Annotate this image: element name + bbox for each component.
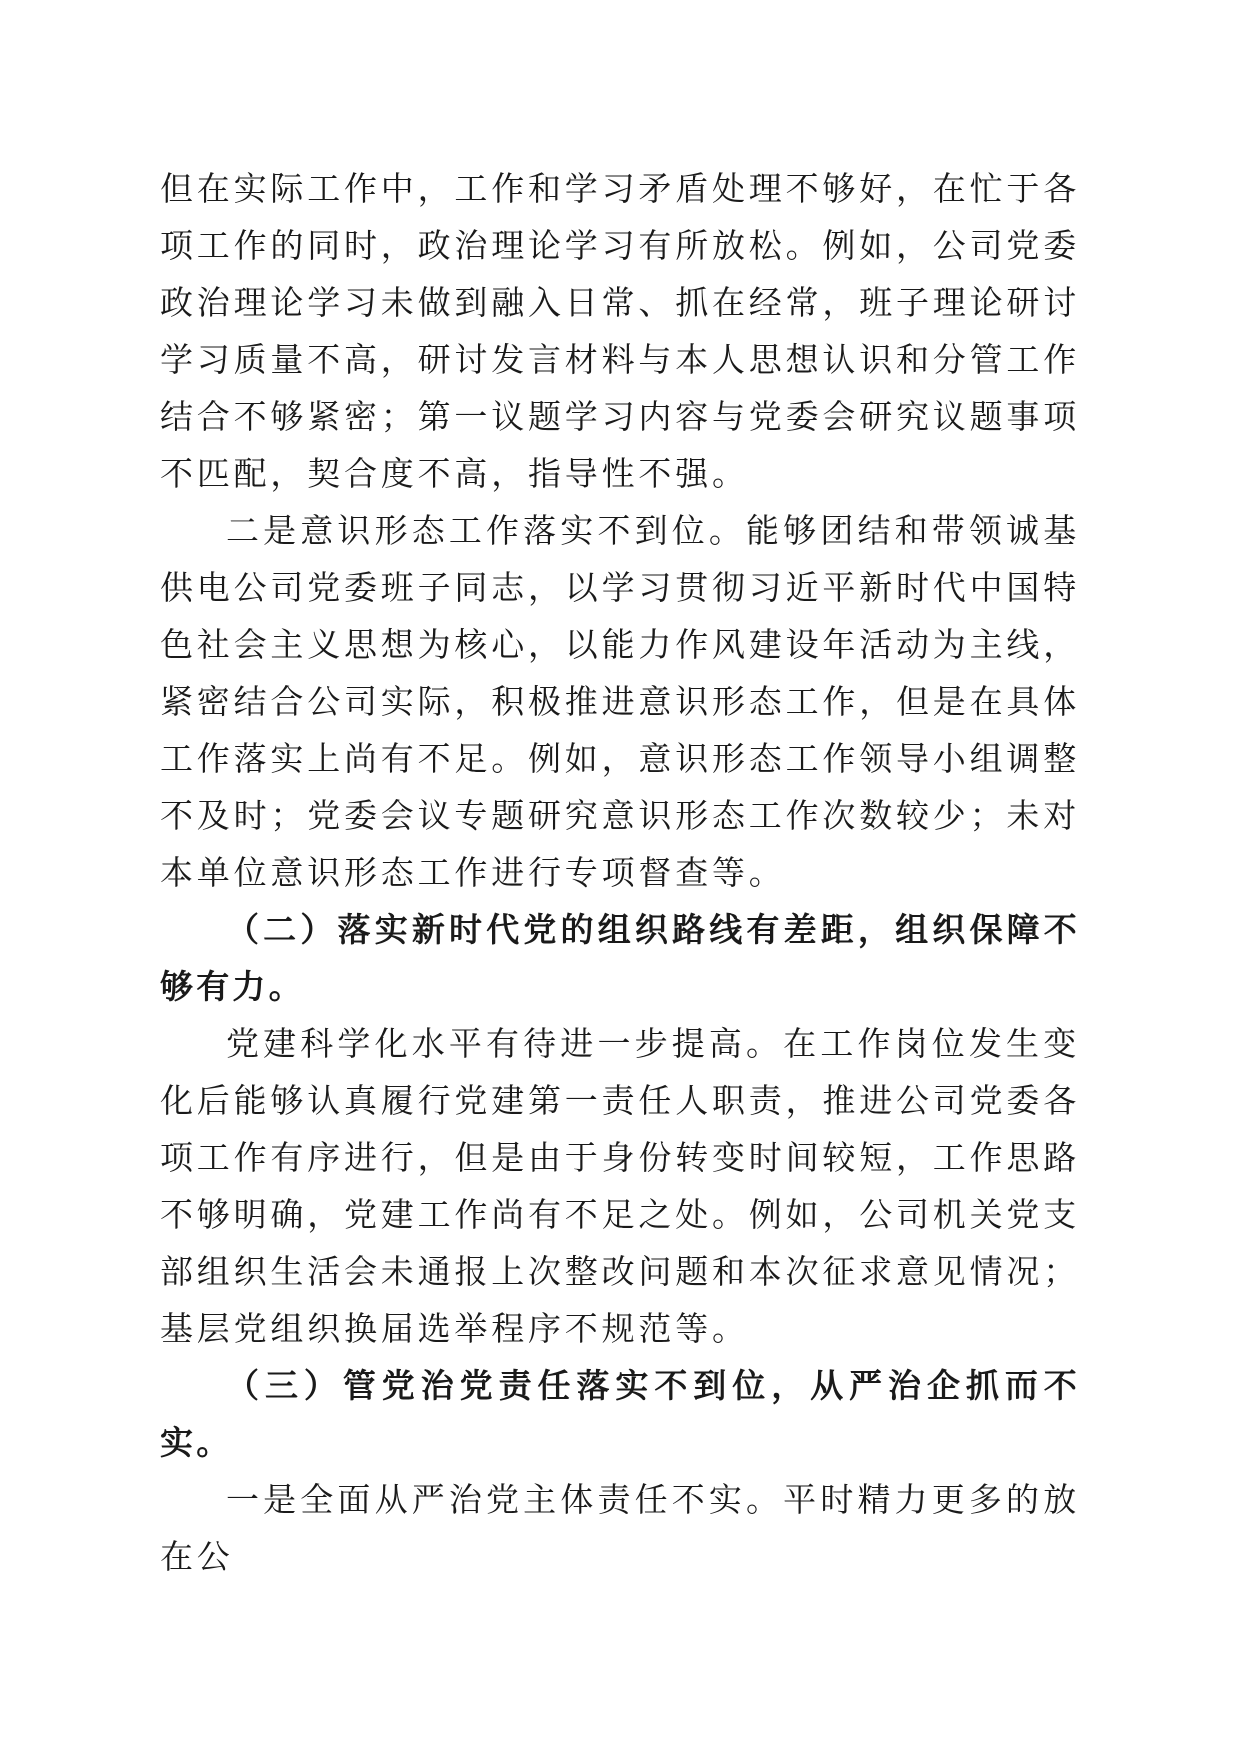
body-paragraph-1: 但在实际工作中，工作和学习矛盾处理不够好，在忙于各项工作的同时，政治理论学习有所放松。例如，公司党委政治理论学习未做到融入日常、抓在经常，班子理论研讨学习质量不高，研讨发言材料与本人思想认识和分管工作结合不够紧密；第一议题学习内容与党委会研究议题事项不匹配，契合度不高，指导性不强。	[160, 169, 1080, 493]
section-heading-3: （三）管党治党责任落实不到位，从严治企抓而不实。	[160, 1366, 1080, 1462]
body-paragraph-4: 一是全面从严治党主体责任不实。平时精力更多的放在公	[160, 1480, 1080, 1576]
section-heading-2: （二）落实新时代党的组织路线有差距，组织保障不够有力。	[160, 910, 1080, 1006]
document-page	[160, 160, 1080, 1585]
body-paragraph-2: 二是意识形态工作落实不到位。能够团结和带领诚基供电公司党委班子同志，以学习贯彻习近平新时代中国特色社会主义思想为核心，以能力作风建设年活动为主线，紧密结合公司实际，积极推进意识形态工作，但是在具体工作落实上尚有不足。例如，意识形态工作领导小组调整不及时；党委会议专题研究意识形态工作次数较少；未对本单位意识形态工作进行专项督查等。	[160, 511, 1080, 892]
body-paragraph-3: 党建科学化水平有待进一步提高。在工作岗位发生变化后能够认真履行党建第一责任人职责，推进公司党委各项工作有序进行，但是由于身份转变时间较短，工作思路不够明确，党建工作尚有不足之处。例如，公司机关党支部组织生活会未通报上次整改问题和本次征求意见情况；基层党组织换届选举程序不规范等。	[160, 1024, 1080, 1348]
